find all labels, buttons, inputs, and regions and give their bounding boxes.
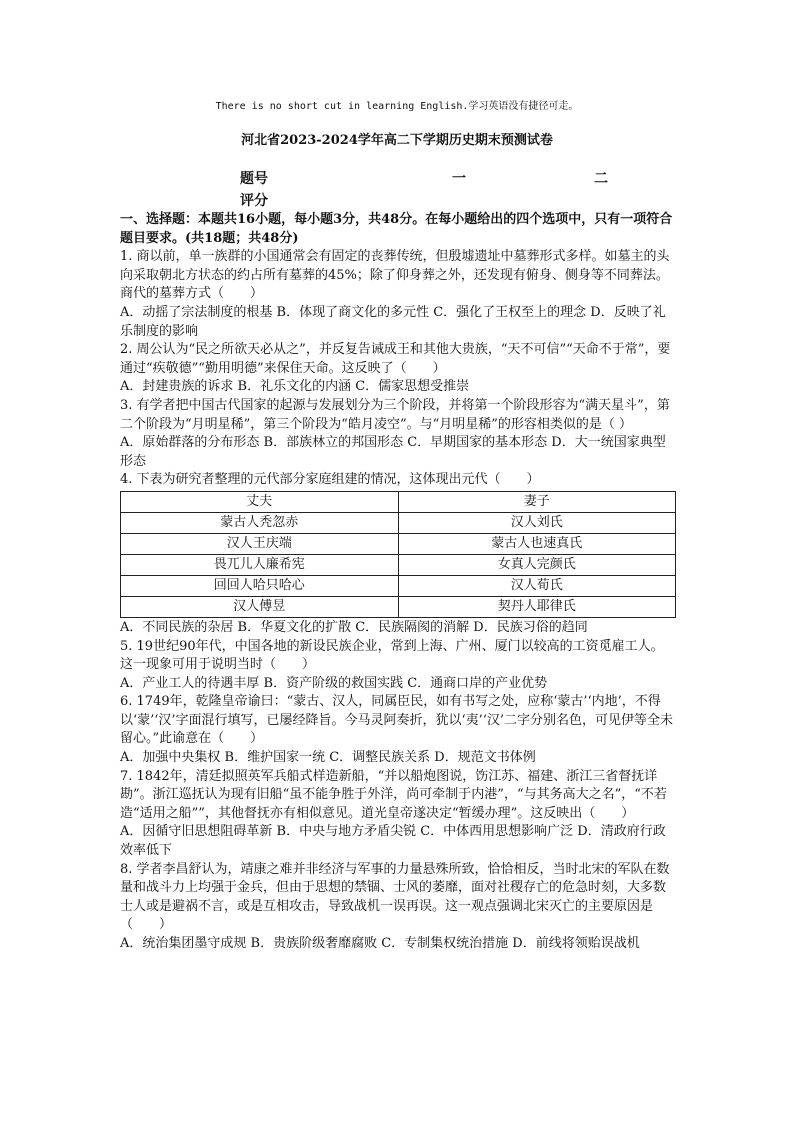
question-5-stem: 5. 19世纪90年代，中国各地的新设民族企业，常到上海、广州、厦门以较高的工资觅雇工人。这一现象可用于说明当时（ ） bbox=[120, 638, 664, 673]
question-6-options: A．加强中央集权 B．维护国家一统 C．调整民族关系 D．规范文书体例 bbox=[120, 750, 536, 766]
header-motto: There is no short cut in learning English.学习英语没有捷径可走。 bbox=[215, 101, 579, 112]
question-5-options: A．产业工人的待遇丰厚 B．资产阶级的救国实践 C．通商口岸的产业优势 bbox=[120, 675, 548, 691]
score-col-2: 二 bbox=[594, 171, 608, 187]
question-6-stem: 6. 1749年，乾隆皇帝谕曰：“蒙古、汉人，同属臣民，如有书写之处，应称‘蒙古’‘内地’，不得以‘蒙’‘汉’字面混行填写，已屡经降旨。今马灵阿奏折，犹以‘夷’‘汉’二字分别名色，可见伊等全未留心。”此谕意在（ ） bbox=[120, 694, 674, 747]
section-heading: 一、选择题：本题共16小题，每小题3分，共48分。在每小题给出的四个选项中，只有一项符合题目要求。(共18题；共48分) bbox=[120, 212, 673, 246]
question-8-stem: 8. 学者李昌舒认为，靖康之难并非经济与军事的力量悬殊所致，恰恰相反，当时北宋的军队在数量和战斗力上均强于金兵，但由于思想的禁锢、士风的萎靡，面对社稷存亡的危急时刻，大多数士人或是避祸不言，或是互相攻击，导致战机一误再误。这一观点强调北宋灭亡的主要原因是（ ） bbox=[120, 861, 670, 933]
score-label-score: 评分 bbox=[240, 193, 268, 209]
table-cell: 汉人荀氏 bbox=[398, 575, 676, 596]
table-cell: 汉人王庆端 bbox=[121, 533, 399, 554]
question-2-options: A．封建贵族的诉求 B．礼乐文化的内涵 C．儒家思想受推崇 bbox=[120, 379, 470, 395]
table-cell: 契丹人耶律氏 bbox=[398, 596, 676, 617]
table-row bbox=[121, 533, 676, 554]
question-3-options: A．原始群落的分布形态 B．部族林立的邦国形态 C．早期国家的基本形态 D．大一统国家典型形态 bbox=[120, 435, 666, 469]
table-header-cell: 妻子 bbox=[398, 491, 676, 512]
table-cell: 女真人完颜氏 bbox=[398, 554, 676, 575]
question-1-stem: 1. 商以前，单一族群的小国通常会有固定的丧葬传统，但殷墟遗址中墓葬形式多样。如墓主的头向采取朝北方状态的约占所有墓葬的45%；除了仰身葬之外，还发现有俯身、侧身等不同葬法。商代的墓葬方式（ ） bbox=[120, 249, 670, 302]
table-cell: 蒙古人也速真氏 bbox=[398, 533, 676, 554]
score-label-number: 题号 bbox=[240, 171, 268, 187]
table-row bbox=[121, 596, 676, 617]
table-header-row bbox=[121, 491, 676, 512]
score-col-1: 一 bbox=[452, 171, 466, 187]
question-1-options: A．动摇了宗法制度的根基 B．体现了商文化的多元性 C．强化了王权至上的理念 D．反映了礼乐制度的影响 bbox=[120, 304, 666, 339]
exam-content bbox=[120, 211, 676, 954]
marriage-table bbox=[120, 491, 676, 618]
question-4-stem: 4. 下表为研究者整理的元代部分家庭组建的情况，这体现出元代（ ） bbox=[120, 472, 540, 488]
question-7-stem: 7. 1842年，清廷拟照英军兵船式样造新船，“并以船炮图说，饬江苏、福建、浙江三省督抚详勘”。浙江巡抚认为现有旧船“虽不能争胜于外洋，尚可牵制于内港”，“与其务高大之名”，“不若造“适用之船””，其他督抚亦有相似意见。道光皇帝遂决定“暂缓办理”。这反映出（ ） bbox=[120, 768, 667, 821]
question-2-stem: 2. 周公认为“民之所欲天必从之”，并反复告诫成王和其他大贵族，“天不可信”“天命不于常”，要通过“疾敬德”“勤用明德”来保住天命。这反映了（ ） bbox=[120, 342, 671, 376]
table-cell: 蒙古人秃忽赤 bbox=[121, 512, 399, 533]
question-7-options: A．因循守旧思想阻碍革新 B．中央与地方矛盾尖锐 C．中体西用思想影响广泛 D．清政府行政效率低下 bbox=[120, 824, 666, 859]
question-4-options: A．不同民族的杂居 B．华夏文化的扩散 C．民族隔阂的消解 D．民族习俗的趋同 bbox=[120, 619, 588, 635]
table-cell: 汉人傅昱 bbox=[121, 596, 399, 617]
table-cell: 回回人哈只哈心 bbox=[121, 575, 399, 596]
exam-title: 河北省2023-2024学年高二下学期历史期末预测试卷 bbox=[241, 133, 553, 148]
table-cell: 畏兀儿人廉希宪 bbox=[121, 554, 399, 575]
table-row bbox=[121, 512, 676, 533]
table-header-cell: 丈夫 bbox=[121, 491, 399, 512]
table-row bbox=[121, 575, 676, 596]
question-3-stem: 3. 有学者把中国古代国家的起源与发展划分为三个阶段，并将第一个阶段形容为“满天星斗”，第二个阶段为“月明星稀”，第三个阶段为“皓月凌空”。与“月明星稀”的形容相类似的是（ ） bbox=[120, 397, 670, 432]
question-8-options: A．统治集团墨守成规 B．贵族阶级奢靡腐败 C．专制集权统治措施 D．前线将领贻误战机 bbox=[120, 936, 640, 951]
table-cell: 汉人刘氏 bbox=[398, 512, 676, 533]
table-row bbox=[121, 554, 676, 575]
